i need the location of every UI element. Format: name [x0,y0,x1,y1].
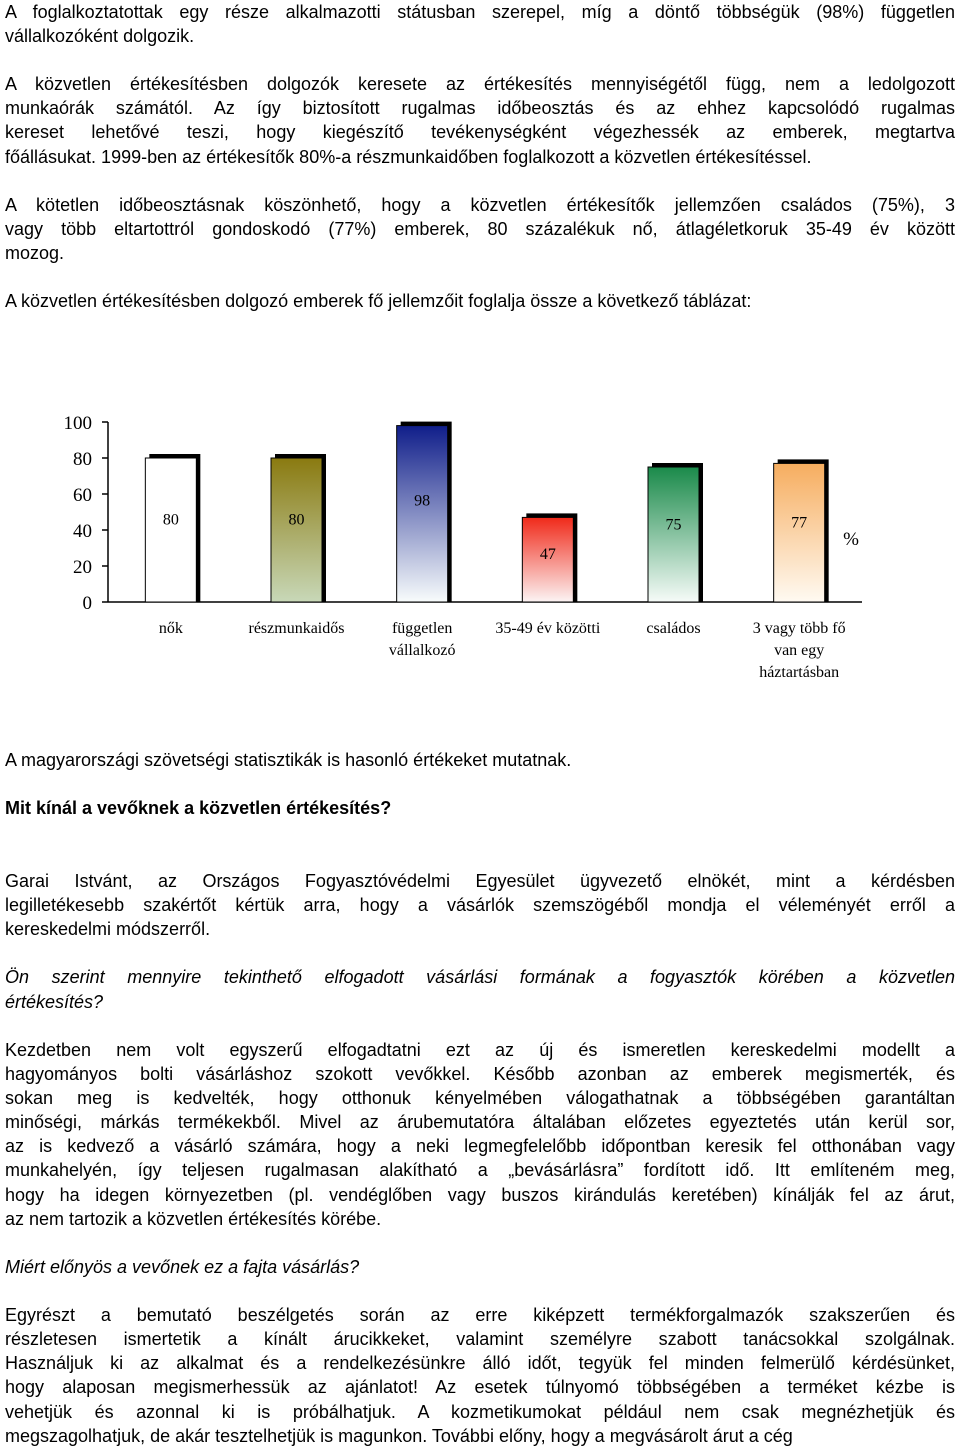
paragraph-line: vehetjük és azonnal ki is próbálhatjuk. A kozmetikumokat például nem csak megnézhetjük és [5,1402,955,1422]
bar [774,463,825,602]
paragraph-line: munkaórák számától. Az így biztosított rugalmas időbeosztás és az ehhez kapcsolódó rugalmas [5,98,955,118]
question-line: Ön szerint mennyire tekinthető elfogadott vásárlási formának a fogyasztók körében a közvetlen [5,967,955,987]
chart-labels [159,493,859,681]
paragraph-line: A kötetlen időbeosztásnak köszönhető, hogy a közvetlen értékesítők jellemzően családos (75%), 3 [5,195,955,215]
y-tick-label: 100 [63,413,92,434]
paragraph-line: mozog. [5,243,65,263]
paragraph-line: az is kedvező a vásárló számára, hogy a neki legmegfelelőbb időpontban keresik fel otthonában vagy [5,1136,955,1156]
category-label: vállalkozó [388,642,456,659]
category-label: háztartásban [759,664,840,681]
bar [397,426,448,602]
unit-label: % [843,529,859,550]
paragraph-line: kereset lehetővé teszi, hogy kiegészítő tevékenységként végezhessék az emberek, megtartva [5,122,955,142]
data-label: 80 [162,511,179,529]
data-label: 75 [665,516,682,534]
paragraph-line: hogy ha idegen környezetben (pl. vendéglőben vagy buszos kirándulás keretében) kínálják fel az árut, [5,1185,955,1205]
section-heading-line: Mit kínál a vevőknek a közvetlen értékesítés? [5,798,392,818]
paragraph-line: az nem tartozik a közvetlen értékesítés körébe. [5,1209,382,1229]
paragraph-line: minőségi, márkás termékekből. Mivel az árubemutatóra általában előzetes egyeztetés után kerül sor, [5,1112,955,1132]
paragraph-line: A közvetlen értékesítésben dolgozók keresete az értékesítés mennyiségétől függ, nem a ledolgozott [5,74,955,94]
paragraph-line: kereskedelmi módszerről. [5,919,211,939]
paragraph-line: hagyományos bolti vásárláshoz szokott vevőkkel. Később azonban az emberek megismerték, és [5,1064,955,1084]
category-label: független [391,620,453,637]
paragraph-line: vagy több eltartottról gondoskodó (77%) emberek, 80 százalékuk nő, átlagéletkoruk 35-49 év között [5,219,955,239]
bar [145,458,196,602]
y-tick-label: 60 [73,485,92,506]
paragraph-line: Egyrészt a bemutató beszélgetés során az erre kiképzett termékforgalmazók szakszerűen és [5,1305,955,1325]
paragraph-line: Kezdetben nem volt egyszerű elfogadtatni ezt az új és ismeretlen kereskedelmi modellt a [5,1040,955,1060]
paragraph-line: A közvetlen értékesítésben dolgozó emberek fő jellemzőit foglalja össze a következő táblázat: [5,291,752,311]
category-label: 3 vagy több fő [752,620,846,637]
data-label: 77 [791,514,808,532]
paragraph-line: munkahelyén, így teljesen rugalmasan alakítható a „bevásárlásra” fordított idő. Itt említeném meg, [5,1160,955,1180]
y-tick-label: 40 [73,521,92,542]
paragraph-line: Garai Istvánt, az Országos Fogyasztóvédelmi Egyesület ügyvezető elnökét, mint a kérdésben [5,871,955,891]
question-line: értékesítés? [5,992,104,1012]
paragraph-line: hogy alaposan megismerhessük az ajánlatot! Az esetek túlnyomó többségében a terméket kézbe is [5,1377,955,1397]
paragraph-line: részletesen ismertetik a kínált árucikkeket, valamint személyre szabott tanácsokkal szolgálnak. [5,1329,955,1349]
paragraph-line: Használjuk ki az alkalmat és a rendelkezésünkre álló időt, tegyük fel minden felmerülő kérdésünket, [5,1353,955,1373]
paragraph-line: legilletékesebb szakértőt kértük arra, hogy a vásárlók szemszögéből mondja el véleményét erről a [5,895,955,915]
category-label: van egy [774,642,825,659]
chart-bars [145,422,828,602]
data-label: 98 [414,492,431,510]
paragraph-line: A foglalkoztatottak egy része alkalmazotti státusban szerepel, míg a döntő többségük (98%) független [5,2,955,22]
paragraph-line: A magyarországi szövetségi statisztikák is hasonló értékeket mutatnak. [5,750,572,770]
bar [648,467,699,602]
data-label: 47 [539,545,556,563]
data-label: 80 [288,511,305,529]
category-label: részmunkaidős [248,620,345,637]
y-tick-label: 80 [73,449,92,470]
question-line: Miért előnyös a vevőnek ez a fajta vásárlás? [5,1257,360,1277]
bar [271,458,322,602]
category-label: családos [646,620,701,637]
y-tick-label: 0 [82,593,92,614]
paragraph-line: megszagolhatjuk, de akár tesztelhetjük is magunkon. További előny, hogy a megvásárolt árut a cég [5,1426,793,1446]
category-label: nők [158,620,183,637]
paragraph-line: főállásukat. 1999-ben az értékesítők 80%-a részmunkaidőben foglalkozott a közvetlen értékesítéssel. [5,147,812,167]
category-label: 35-49 év közötti [495,620,601,637]
paragraph-line: sokan meg is kedvelték, hogy otthonuk kényelmében válogathatnak a többségében garantáltan [5,1088,955,1108]
y-tick-label: 20 [73,557,92,578]
bar-chart [0,400,960,700]
paragraph-line: vállalkozóként dolgozik. [5,26,195,46]
